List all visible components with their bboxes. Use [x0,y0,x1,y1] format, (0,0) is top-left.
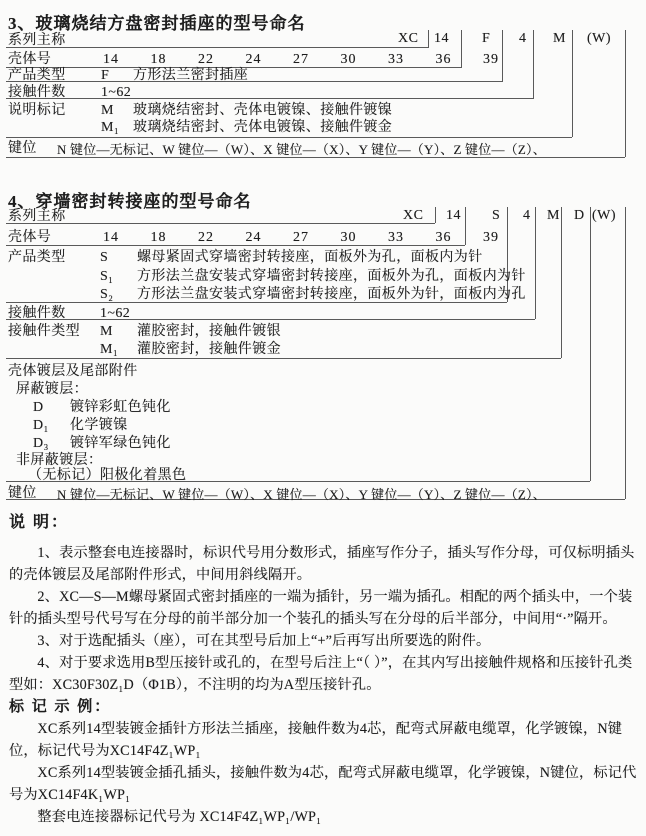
product-desc: 方形法兰盘安装式穿墙密封转接座，面板外为孔，面板内为针 [137,269,526,284]
plating-code: D₃ [33,436,49,451]
example-paragraph: XC系列14型装镀金插孔插头，接触件数为4芯，配弯式屏蔽电缆罩，化学镀镍，N键位，标记代号为XC14F4K₁WP₁ [9,765,637,803]
model-code-plating: D [574,208,585,223]
leader-vline [572,30,573,137]
ctype-code: M₁ [100,342,119,357]
row-label-product: 产品类型 [8,250,66,265]
marking-code: M [101,103,114,118]
leader-hline [6,245,465,246]
row-label-series: 系列主称 [8,33,66,48]
leader-vline [435,207,436,223]
plating-desc: 镀锌彩虹色钝化 [70,400,171,415]
note-paragraph: 1、表示整套电连接器时，标识代号用分数形式，插座写作分子，插头写作分母，可仅标明插头的壳体镀层及尾部附件形式，中间用斜线隔开。 [9,545,635,583]
example-paragraph: XC系列14型装镀金插针方形法兰插座，接触件数为4芯，配弯式屏蔽电缆罩，化学镀镍，N键位，标记代号为XC14F4Z₁WP₁ [9,721,623,759]
leader-vline [625,207,626,499]
ctype-code: M [100,324,113,339]
plating-code: D [33,400,44,415]
leader-hline [6,98,533,99]
product-code: S₂ [100,287,114,302]
examples-heading: 标 记 示 例： [9,699,112,715]
leader-hline [6,358,561,359]
model-code-key: (W) [587,31,612,46]
leader-hline [6,157,625,158]
plating-code: D₁ [33,418,49,433]
model-code-contacts: 4 [523,208,531,223]
marking-code: M₁ [101,120,120,135]
shell-numbers: 14 18 22 24 27 30 33 36 39 [103,230,499,245]
contacts-value: 1~62 [100,306,131,321]
model-code-product: S [492,208,501,223]
row-label-marking: 说明标记 [8,103,66,118]
row-label-product: 产品类型 [8,68,66,83]
nonshield-plating-desc: （无标记）阳极化着黑色 [28,468,187,483]
leader-hline [6,137,572,138]
model-code-shell: 14 [446,208,461,223]
note-paragraph: 3、对于选配插头（座），可在其型号后加上“+”后再写出所要选的附件。 [37,633,491,649]
product-desc: 方形法兰密封插座 [133,68,249,83]
nonshield-plating-label: 非屏蔽镀层： [16,453,103,468]
row-label-shell: 壳体号 [8,230,52,245]
model-code-contacts: 4 [519,31,527,46]
row-label-key: 键位 [8,141,37,156]
model-code-ctype: M [547,208,560,223]
note-paragraph: 2、XC—S—M螺母紧固式密封插座的一端为插针，另一端为插孔。相配的两个插头中，一个装针的插头型号代号写在分母的前半部分加一个装孔的插头写在分母的后半部分，中间用“·”隔开。 [9,589,633,627]
leader-vline [625,30,626,157]
example-paragraph: 整套电连接器标记代号为 XC14F4Z₁WP₁/WP₁ [37,809,322,825]
plating-desc: 化学镀镍 [70,418,128,433]
product-code: F [101,68,110,83]
leader-hline [6,302,507,303]
leader-hline [6,223,435,224]
shield-plating-label: 屏蔽镀层： [16,382,88,397]
product-desc: 方形法兰盘安装式穿墙密封转接座，面板外为针，面板内为孔 [137,287,526,302]
marking-desc: 玻璃烧结密封、壳体电镀镍、接触件镀镍 [133,103,393,118]
notes-section [0,507,646,828]
model-code-series: XC [398,31,419,46]
leader-hline [6,81,502,82]
model-code-marking: M [553,31,566,46]
leader-vline [535,207,536,319]
leader-hline [6,47,428,48]
ctype-desc: 灌胶密封，接触件镀银 [137,324,281,339]
row-label-shell: 壳体号 [8,52,52,67]
key-positions: N 键位—无标记、W 键位—（W）、X 键位—（X）、Y 键位—（Y）、Z 键位—（Z）、 [57,487,546,502]
model-code-key: (W) [592,208,617,223]
note-paragraph: 4、对于要求选用B型压接针或孔的，在型号后注上“（ ）”，在其内写出接触件规格和压接针孔类型如：XC30F30Z₁D（Φ1B），不注明的均为A型压接针孔。 [9,655,633,693]
leader-vline [502,30,503,82]
row-label-plating: 壳体镀层及尾部附件 [8,364,138,379]
product-code: S [100,250,109,265]
model-code-shell: 14 [434,31,449,46]
product-desc: 螺母紧固式穿墙密封转接座，面板外为孔，面板内为针 [137,250,483,265]
model-code-series: XC [403,208,424,223]
notes-heading: 说 明： [9,514,70,531]
product-code: S₁ [100,269,114,284]
ctype-desc: 灌胶密封，接触件镀金 [137,342,281,357]
row-label-contacts: 接触件数 [8,85,66,100]
row-label-ctype: 接触件类型 [8,324,80,339]
plating-desc: 镀锌军绿色钝化 [70,436,171,451]
shell-numbers: 14 18 22 24 27 30 33 36 39 [103,52,499,67]
contacts-value: 1~62 [101,85,132,100]
marking-desc: 玻璃烧结密封、壳体电镀镍、接触件镀金 [133,120,393,135]
section3-title: 3、玻璃烧结方盘密封插座的型号命名 [8,14,306,33]
leader-hline [6,319,535,320]
leader-vline [561,207,562,358]
model-code-product: F [482,31,491,46]
section4-title: 4、穿墙密封转接座的型号命名 [8,192,252,211]
row-label-contacts: 接触件数 [8,306,66,321]
leader-vline [533,30,534,99]
row-label-series: 系列主称 [8,209,66,224]
key-positions: N 键位—无标记、W 键位—（W）、X 键位—（X）、Y 键位—（Y）、Z 键位—（Z）、 [57,142,546,157]
leader-vline [590,207,591,481]
leader-vline [428,30,429,48]
row-label-key: 键位 [8,486,37,501]
